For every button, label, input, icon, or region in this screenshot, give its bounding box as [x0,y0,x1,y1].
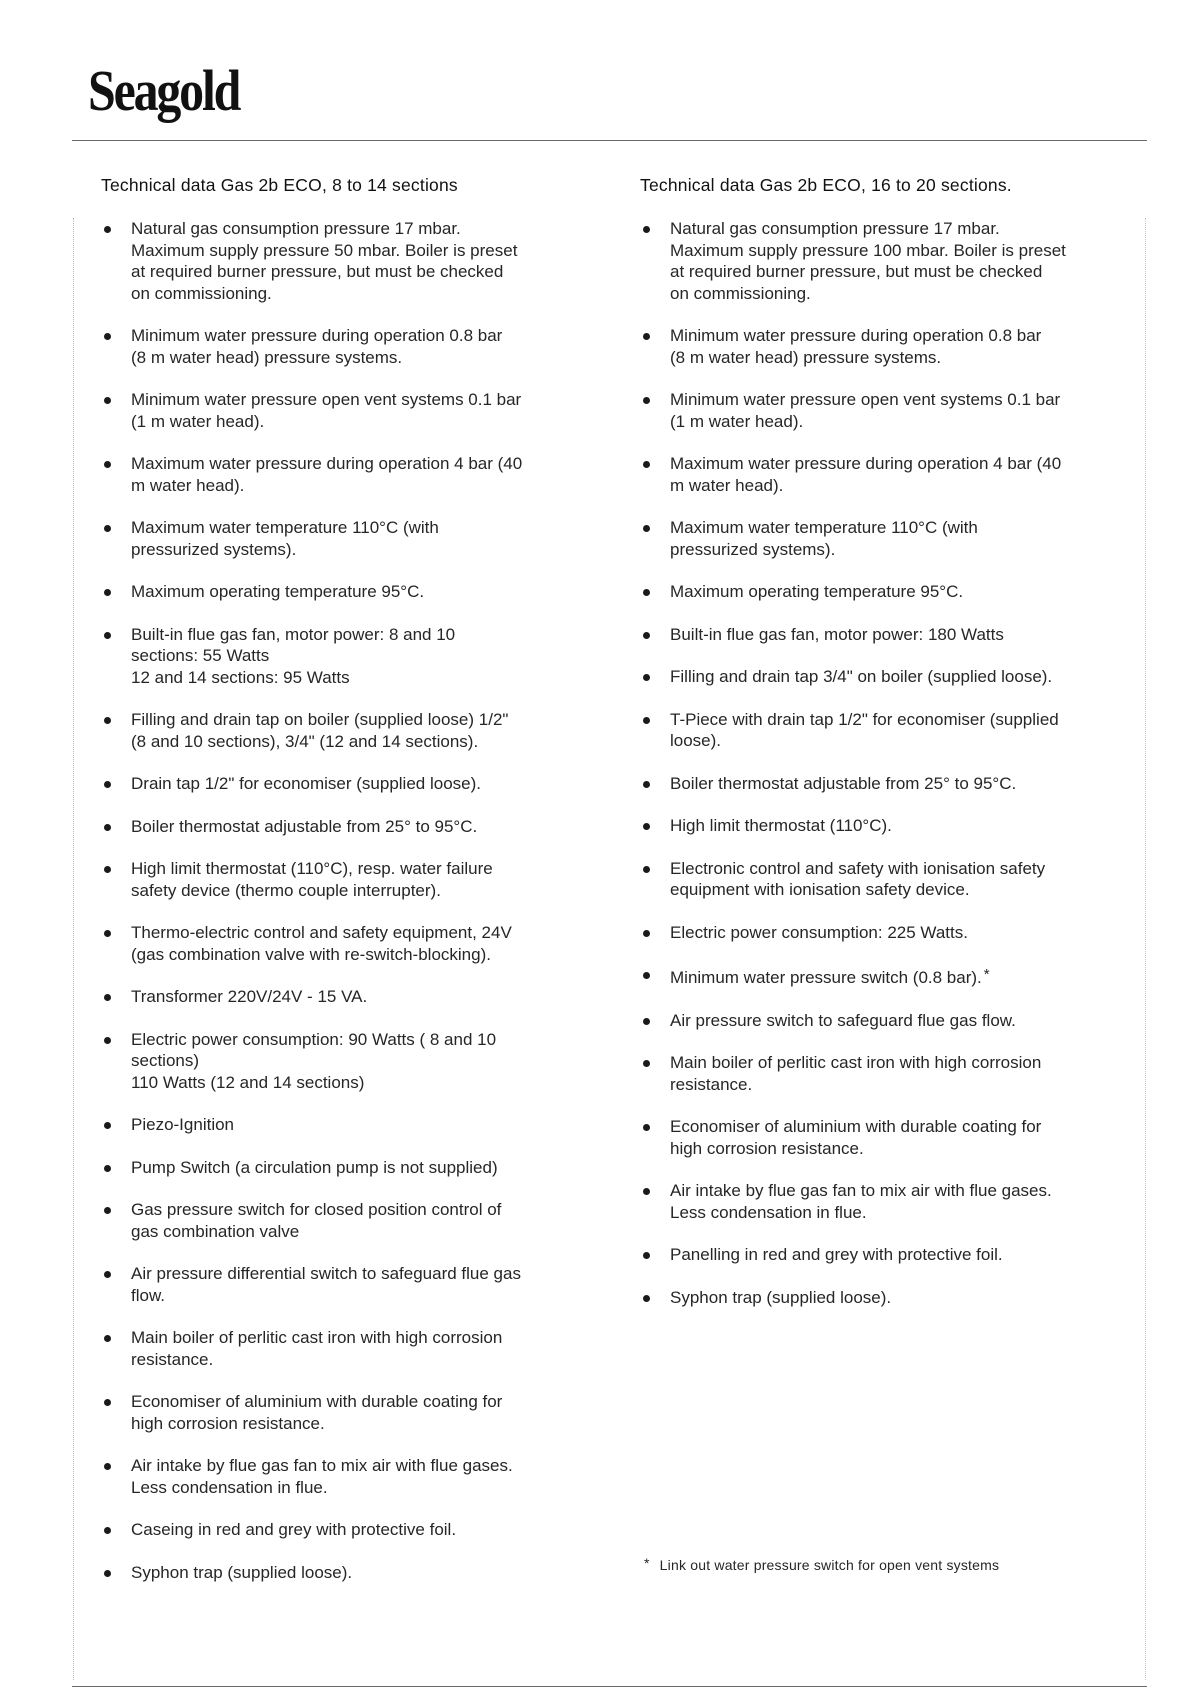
list-item: Transformer 220V/24V - 15 VA. [101,986,601,1008]
brand-logo: Seagold [88,58,240,123]
list-item: Air intake by flue gas fan to mix air with flue gases. Less condensation in flue. [101,1455,601,1498]
right-margin-line [1145,218,1146,1680]
list-item: Air pressure switch to safeguard flue gas flow. [640,1010,1130,1032]
list-item: Maximum water pressure during operation 4 bar (40 m water head). [101,453,601,496]
bullet-icon [104,1463,111,1470]
right-column [640,174,1130,1329]
footnote-star: * [644,1555,650,1571]
bullet-icon [104,1271,111,1278]
bullet-icon [643,397,650,404]
list-item: Minimum water pressure open vent systems 0.1 bar (1 m water head). [640,389,1130,432]
left-spec-list [101,218,601,1583]
list-item: Air intake by flue gas fan to mix air with flue gases. Less condensation in flue. [640,1180,1130,1223]
footnote [644,1555,999,1573]
header-rule [72,140,1147,141]
list-item: T-Piece with drain tap 1/2" for economiser (supplied loose). [640,709,1130,752]
bullet-icon [643,972,650,979]
list-item: Filling and drain tap 3/4" on boiler (supplied loose). [640,666,1130,688]
bullet-icon [643,333,650,340]
list-item: High limit thermostat (110°C). [640,815,1130,837]
bullet-icon [104,994,111,1001]
list-item: Thermo-electric control and safety equipment, 24V (gas combination valve with re-switch-blocking). [101,922,601,965]
bullet-icon [104,333,111,340]
list-item: Maximum water temperature 110°C (with pressurized systems). [101,517,601,560]
list-item: Electric power consumption: 90 Watts ( 8 and 10 sections) 110 Watts (12 and 14 sections) [101,1029,601,1094]
bullet-icon [643,674,650,681]
list-item: Main boiler of perlitic cast iron with high corrosion resistance. [101,1327,601,1370]
bullet-icon [104,525,111,532]
footer-rule [72,1686,1147,1687]
list-item: Natural gas consumption pressure 17 mbar. Maximum supply pressure 50 mbar. Boiler is preset at required burner pressure, but must be checked on commissioning. [101,218,601,304]
left-column [101,174,601,1604]
bullet-icon [104,930,111,937]
list-item: Syphon trap (supplied loose). [640,1287,1130,1309]
list-item: Minimum water pressure open vent systems 0.1 bar (1 m water head). [101,389,601,432]
bullet-icon [104,866,111,873]
list-item: Electronic control and safety with ionisation safety equipment with ionisation safety device. [640,858,1130,901]
list-item: Built-in flue gas fan, motor power: 180 Watts [640,624,1130,646]
bullet-icon [643,1124,650,1131]
bullet-icon [643,866,650,873]
list-item: Electric power consumption: 225 Watts. [640,922,1130,944]
list-item: Economiser of aluminium with durable coating for high corrosion resistance. [101,1391,601,1434]
list-item: Maximum water temperature 110°C (with pressurized systems). [640,517,1130,560]
bullet-icon [643,1060,650,1067]
list-item: Maximum water pressure during operation 4 bar (40 m water head). [640,453,1130,496]
footnote-marker: * [983,966,990,983]
bullet-icon [104,1165,111,1172]
bullet-icon [643,717,650,724]
bullet-icon [104,589,111,596]
left-margin-line [73,218,74,1680]
bullet-icon [643,1188,650,1195]
list-item: High limit thermostat (110°C), resp. water failure safety device (thermo couple interrupter). [101,858,601,901]
bullet-icon [643,589,650,596]
list-item: Minimum water pressure during operation 0.8 bar (8 m water head) pressure systems. [640,325,1130,368]
bullet-icon [104,717,111,724]
bullet-icon [104,1527,111,1534]
list-item: Filling and drain tap on boiler (supplied loose) 1/2" (8 and 10 sections), 3/4" (12 and 14 sections). [101,709,601,752]
bullet-icon [643,1252,650,1259]
left-column-title: Technical data Gas 2b ECO, 8 to 14 sections [101,175,458,195]
list-item: Economiser of aluminium with durable coating for high corrosion resistance. [640,1116,1130,1159]
bullet-icon [643,1295,650,1302]
bullet-icon [104,1207,111,1214]
bullet-icon [104,781,111,788]
bullet-icon [104,397,111,404]
list-item: Minimum water pressure during operation 0.8 bar (8 m water head) pressure systems. [101,325,601,368]
list-item: Syphon trap (supplied loose). [101,1562,601,1584]
bullet-icon [643,781,650,788]
list-item: Maximum operating temperature 95°C. [640,581,1130,603]
footnote-text: Link out water pressure switch for open vent systems [659,1557,1000,1573]
bullet-icon [643,525,650,532]
right-column-title: Technical data Gas 2b ECO, 16 to 20 sections. [640,175,1012,195]
list-item: Piezo-Ignition [101,1114,601,1136]
bullet-icon [643,632,650,639]
list-item: Pump Switch (a circulation pump is not supplied) [101,1157,601,1179]
list-item: Caseing in red and grey with protective foil. [101,1519,601,1541]
bullet-icon [104,632,111,639]
bullet-icon [104,1399,111,1406]
list-item: Boiler thermostat adjustable from 25° to 95°C. [640,773,1130,795]
list-item: Maximum operating temperature 95°C. [101,581,601,603]
list-item: Main boiler of perlitic cast iron with high corrosion resistance. [640,1052,1130,1095]
bullet-icon [643,823,650,830]
bullet-icon [643,930,650,937]
list-item: Air pressure differential switch to safeguard flue gas flow. [101,1263,601,1306]
bullet-icon [104,824,111,831]
list-item: Built-in flue gas fan, motor power: 8 and 10 sections: 55 Watts 12 and 14 sections: 95 Watts [101,624,601,689]
bullet-icon [104,226,111,233]
bullet-icon [104,1122,111,1129]
bullet-icon [104,1335,111,1342]
right-spec-list [640,218,1130,1308]
list-item: Minimum water pressure switch (0.8 bar). * [640,964,1130,989]
bullet-icon [643,226,650,233]
bullet-icon [643,1018,650,1025]
bullet-icon [104,1570,111,1577]
bullet-icon [643,461,650,468]
list-item: Boiler thermostat adjustable from 25° to 95°C. [101,816,601,838]
list-item: Natural gas consumption pressure 17 mbar. Maximum supply pressure 100 mbar. Boiler is preset at required burner pressure, but must be checked on commissioning. [640,218,1130,304]
bullet-icon [104,1037,111,1044]
list-item: Panelling in red and grey with protective foil. [640,1244,1130,1266]
list-item: Drain tap 1/2" for economiser (supplied loose). [101,773,601,795]
bullet-icon [104,461,111,468]
list-item: Gas pressure switch for closed position control of gas combination valve [101,1199,601,1242]
